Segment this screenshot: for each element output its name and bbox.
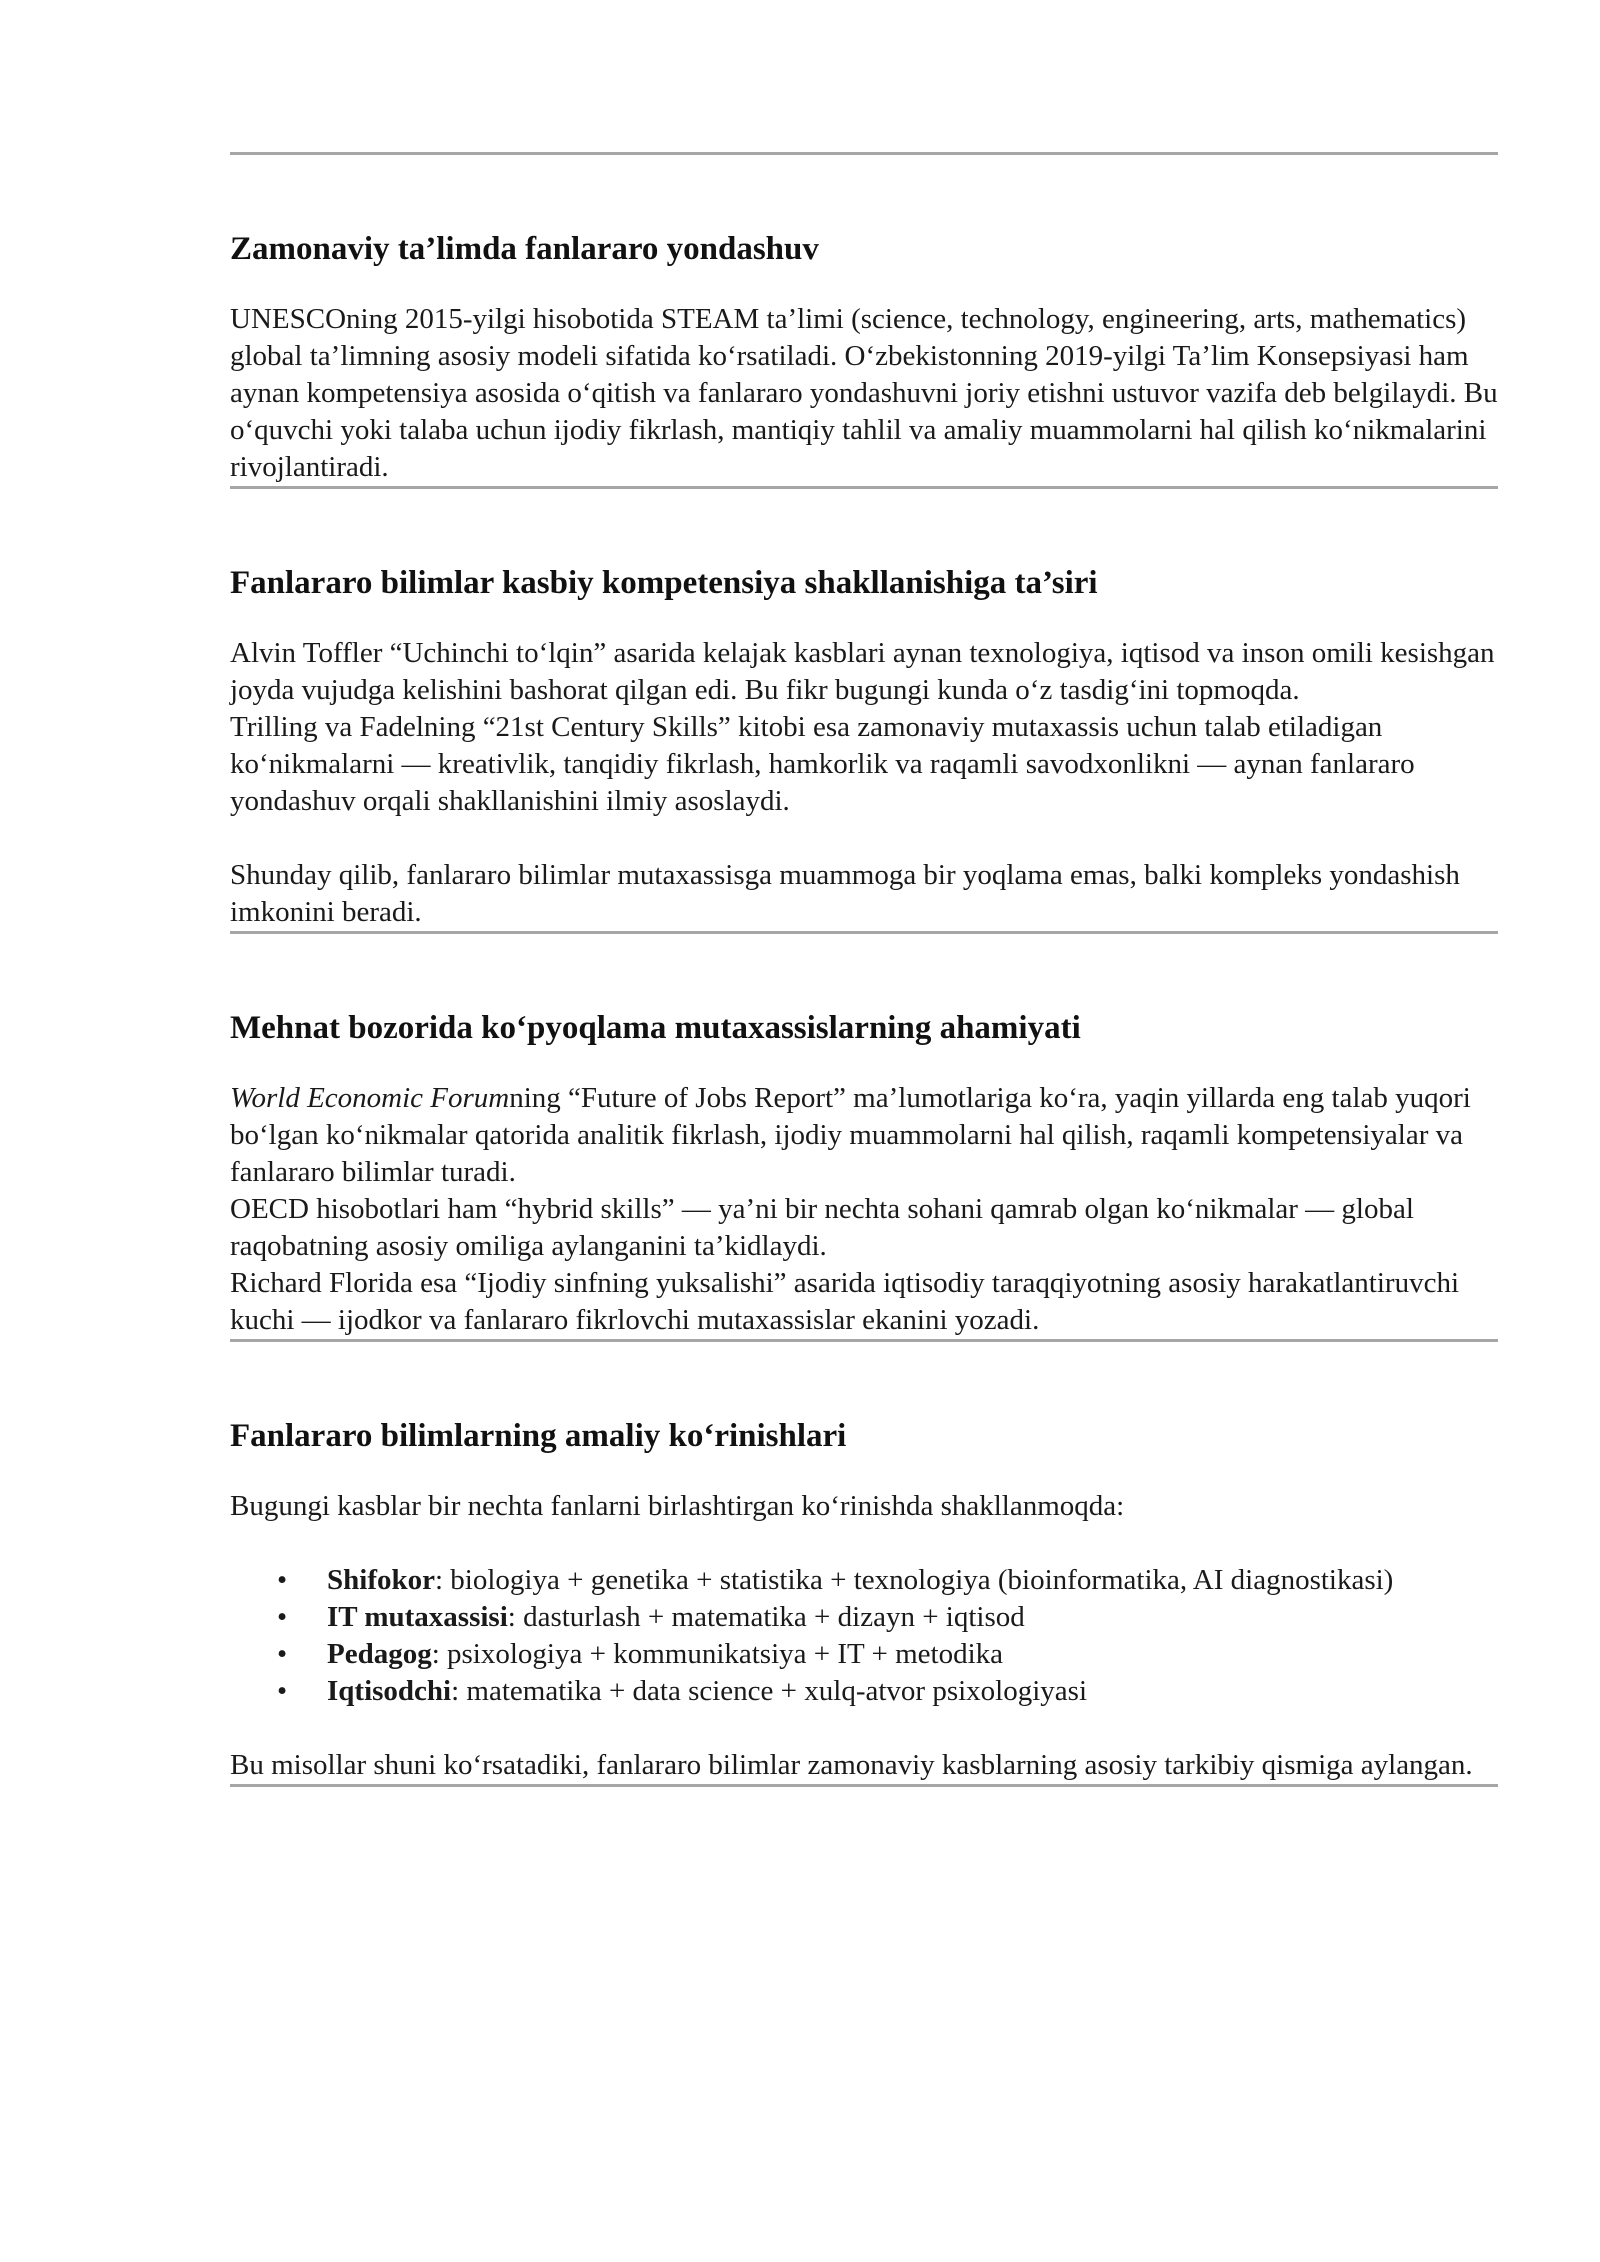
section-heading: Zamonaviy ta’limda fanlararo yondashuv <box>230 231 819 267</box>
list-item: • Iqtisodchi: matematika + data science + xulq-atvor psixologiyasi <box>277 1673 1498 1710</box>
section-divider <box>230 1784 1498 1787</box>
section-divider <box>230 486 1498 489</box>
section-practical-examples <box>230 1416 1498 1784</box>
section-heading: Fanlararo bilimlar kasbiy kompetensiya shakllanishiga ta’siri <box>230 565 1098 601</box>
section-paragraph: World Economic Forumning “Future of Jobs Report” ma’lumotlariga ko‘ra, yaqin yillarda eng talab yuqori bo‘lgan ko‘nikmalar qatorida analitik fikrlash, ijodiy muammolarni hal qilish, raqamli kompetensiyalar va fanlararo bilimlar turadi. <box>230 1082 1471 1188</box>
section-paragraph: Shunday qilib, fanlararo bilimlar mutaxassisga muammoga bir yoqlama emas, balki kompleks yondashish imkonini beradi. <box>230 859 1460 928</box>
profession-list <box>277 1562 1498 1710</box>
section-competence-impact <box>230 563 1498 931</box>
section-paragraph: Richard Florida esa “Ijodiy sinfning yuksalishi” asarida iqtisodiy taraqqiyotning asosiy harakatlantiruvchi kuchi — ijodkor va fanlararo fikrlovchi mutaxassislar ekanini yozadi. <box>230 1267 1460 1336</box>
list-item: • Pedagog: psixologiya + kommunikatsiya + IT + metodika <box>277 1636 1498 1673</box>
section-heading: Fanlararo bilimlarning amaliy ko‘rinishlari <box>230 1418 847 1454</box>
bullet-icon: • <box>277 1675 288 1707</box>
section-divider <box>230 931 1498 934</box>
list-item: • IT mutaxassisi: dasturlash + matematika + dizayn + iqtisod <box>277 1599 1498 1636</box>
italic-source: World Economic Forum <box>230 1082 510 1114</box>
section-paragraph: Alvin Toffler “Uchinchi to‘lqin” asarida kelajak kasblari aynan texnologiya, iqtisod va inson omili kesishgan joyda vujudga kelishini bashorat qilgan edi. Bu fikr bugungi kunda o‘z tasdig‘ini topmoqda. <box>230 637 1495 706</box>
bullet-icon: • <box>277 1601 288 1633</box>
section-heading: Mehnat bozorida ko‘pyoqlama mutaxassislarning ahamiyati <box>230 1010 1081 1046</box>
bullet-icon: • <box>277 1638 288 1670</box>
section-conclusion: Bu misollar shuni ko‘rsatadiki, fanlararo bilimlar zamonaviy kasblarning asosiy tarkibiy qismiga aylangan. <box>230 1749 1473 1781</box>
section-paragraph: Trilling va Fadelning “21st Century Skills” kitobi esa zamonaviy mutaxassis uchun talab etiladigan ko‘nikmalarni — kreativlik, tanqidiy fikrlash, hamkorlik va raqamli savodxonlikni — aynan fanlararo yondashuv orqali shakllanishini ilmiy asoslaydi. <box>230 711 1415 817</box>
section-labor-market <box>230 1008 1498 1339</box>
bullet-icon: • <box>277 1564 288 1596</box>
list-item: • Shifokor: biologiya + genetika + statistika + texnologiya (bioinformatika, AI diagnostikasi) <box>277 1562 1498 1599</box>
document-page <box>230 152 1498 1787</box>
section-paragraph: UNESCOning 2015-yilgi hisobotida STEAM ta’limi (science, technology, engineering, arts, mathematics) global ta’limning asosiy modeli sifatida ko‘rsatiladi. O‘zbekistonning 2019-yilgi Ta’lim Konsepsiyasi ham aynan kompetensiya asosida o‘qitish va fanlararo yondashuvni joriy etishni ustuvor vazifa deb belgilaydi. Bu o‘quvchi yoki talaba uchun ijodiy fikrlash, mantiqiy tahlil va amaliy muammolarni hal qilish ko‘nikmalarini rivojlantiradi. <box>230 303 1498 483</box>
section-steam-education <box>230 229 1498 486</box>
section-divider <box>230 1339 1498 1342</box>
section-paragraph: OECD hisobotlari ham “hybrid skills” — ya’ni bir nechta sohani qamrab olgan ko‘nikmalar — global raqobatning asosiy omiliga aylanganini ta’kidlaydi. <box>230 1193 1414 1262</box>
section-divider <box>230 152 1498 155</box>
section-intro: Bugungi kasblar bir nechta fanlarni birlashtirgan ko‘rinishda shakllanmoqda: <box>230 1490 1125 1522</box>
